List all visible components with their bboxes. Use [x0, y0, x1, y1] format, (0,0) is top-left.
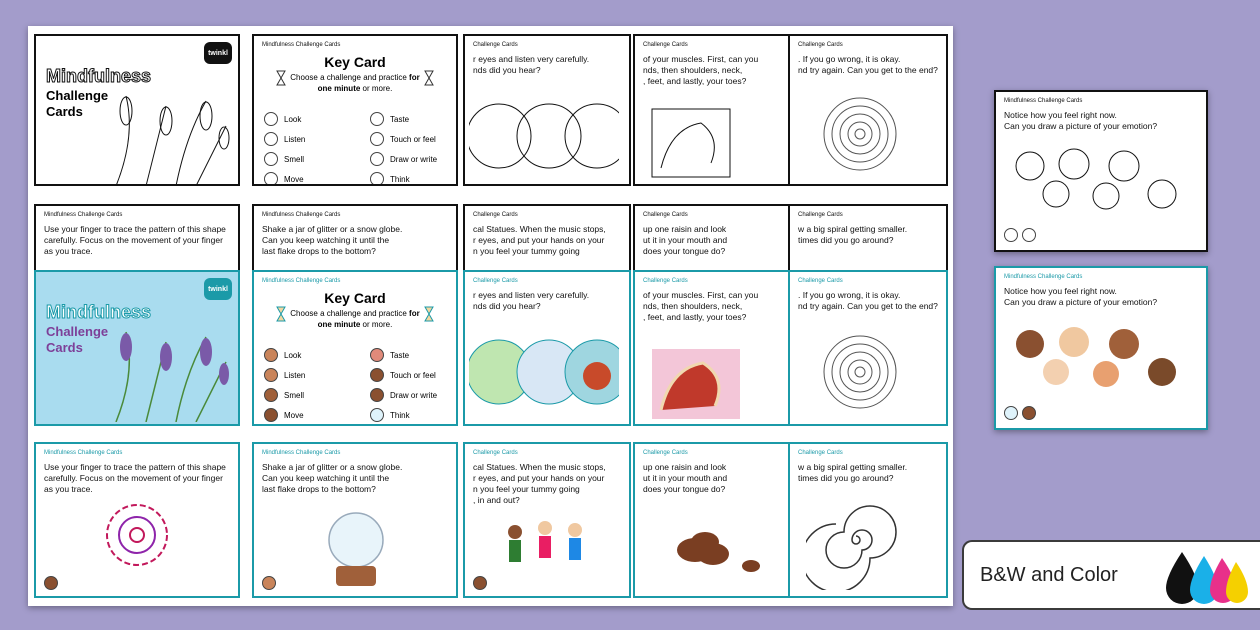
- listen-card-bw: Challenge Cards r eyes and listen very carefully. nds did you hear?: [463, 34, 631, 186]
- cover-card-bw: [34, 34, 240, 186]
- thought-icon: [370, 408, 384, 422]
- key-card-color: Mindfulness Challenge Cards Key Card Choose a challenge and practice for one minute or more. Look Listen Smell Move Taste Touch or feel Draw or write Think: [252, 270, 458, 426]
- trace-card-color: Mindfulness Challenge Cards Use your finger to trace the pattern of this shape carefully. Focus on the movement of your finger as you trace.: [34, 442, 240, 598]
- eye-icon: [264, 112, 278, 126]
- raisin-card-color: Challenge Cards up one raisin and look ut it in your mouth and does your tongue do?: [633, 442, 795, 598]
- spiral-card-bw: Challenge Cards w a big spiral getting smaller. times did you go around?: [788, 204, 948, 284]
- nose-icon: [264, 388, 278, 402]
- cover-card-color: Mindfulness Challenge Cards twinkl: [34, 270, 240, 426]
- statues-card-bw: Challenge Cards cal Statues. When the music stops, r eyes, and put your hands on your n you feel your tummy going: [463, 204, 631, 284]
- eye-icon: [264, 348, 278, 362]
- hourglass-icon: [424, 70, 434, 86]
- key-item: Look: [264, 112, 301, 126]
- key-item: Touch or feel: [370, 132, 436, 146]
- cover-subtitle-2: Cards: [46, 104, 83, 119]
- arm-drawing: [651, 348, 741, 420]
- mouth-icon: [370, 348, 384, 362]
- eye-icon: [262, 576, 276, 590]
- label-text: B&W and Color: [980, 564, 1118, 586]
- nose-icon: [264, 152, 278, 166]
- pencil-icon: [1022, 228, 1036, 242]
- worksheet-preview: [28, 26, 953, 606]
- hourglass-icon: [276, 70, 286, 86]
- faces-drawing: [1006, 314, 1196, 394]
- emotion-card-color: Mindfulness Challenge Cards Notice how you feel right now. Can you draw a picture of your emotion?: [994, 266, 1208, 430]
- muscles-card-color: Challenge Cards of your muscles. First, can you nds, then shoulders, neck, , feet, and lastly, your toes?: [633, 270, 795, 426]
- maze-drawing: [820, 94, 900, 174]
- lavender-drawing: [96, 76, 236, 186]
- snow-globe-drawing: [326, 510, 386, 592]
- cover-title: Mindfulness: [46, 66, 152, 86]
- ear-icon: [264, 368, 278, 382]
- lavender-drawing: [96, 312, 236, 422]
- thought-icon: [1004, 406, 1018, 420]
- key-card-title: Key Card: [324, 54, 386, 70]
- children-dancing-drawing: [495, 516, 605, 588]
- twinkl-logo: twinkl: [204, 278, 232, 300]
- listen-drawing: [469, 88, 619, 178]
- person-icon: [264, 172, 278, 186]
- thought-icon: [1004, 228, 1018, 242]
- key-card-bw: [252, 34, 458, 186]
- maze-drawing: [820, 332, 900, 412]
- hourglass-icon: [276, 306, 286, 322]
- muscles-card-bw: Challenge Cards of your muscles. First, can you nds, then shoulders, neck, , feet, and lastly, your toes?: [633, 34, 795, 186]
- arm-drawing: [651, 108, 731, 178]
- cover-subtitle: Challenge: [46, 88, 109, 103]
- key-item: Listen: [264, 132, 305, 146]
- spiral-drawing: [806, 490, 906, 590]
- raisin-card-bw: Challenge Cards up one raisin and look ut it in your mouth and does your tongue do?: [633, 204, 795, 284]
- bw-color-label: [962, 540, 1260, 610]
- key-item: Draw or write: [370, 152, 437, 166]
- glitter-card-bw: Mindfulness Challenge Cards Shake a jar of glitter or a snow globe. Can you keep watching it until the last flake drops to the bottom?: [252, 204, 458, 284]
- mouth-icon: [370, 112, 384, 126]
- glitter-card-color: Mindfulness Challenge Cards Shake a jar of glitter or a snow globe. Can you keep watching it until the last flake drops to the bottom?: [252, 442, 458, 598]
- thought-icon: [370, 172, 384, 186]
- trace-card-bw: Mindfulness Challenge Cards Use your finger to trace the pattern of this shape carefully. Focus on the movement of your finger as you trace.: [34, 204, 240, 284]
- key-card-subtitle: Choose a challenge and practice for one minute or more.: [290, 73, 420, 93]
- person-icon: [264, 408, 278, 422]
- spiral-card-color: Challenge Cards w a big spiral getting smaller. times did you go around?: [788, 442, 948, 598]
- pencil-icon: [370, 152, 384, 166]
- hand-icon: [44, 576, 58, 590]
- key-item: Taste: [370, 112, 409, 126]
- hand-icon: [370, 132, 384, 146]
- pencil-icon: [370, 388, 384, 402]
- hand-icon: [370, 368, 384, 382]
- twinkl-logo: twinkl: [204, 42, 232, 64]
- listen-drawing: [469, 324, 619, 414]
- ear-icon: [264, 132, 278, 146]
- person-icon: [473, 576, 487, 590]
- listen-card-color: Challenge Cards r eyes and listen very carefully. nds did you hear?: [463, 270, 631, 426]
- flower-pattern-drawing: [102, 500, 172, 570]
- key-item: Move: [264, 172, 304, 186]
- ink-drops-icon: [1152, 546, 1252, 608]
- maze-card-bw: Challenge Cards . If you go wrong, it is okay. nd try again. Can you get to the end?: [788, 34, 948, 186]
- pencil-icon: [1022, 406, 1036, 420]
- card-header: Mindfulness Challenge Cards: [262, 42, 341, 48]
- maze-card-color: Challenge Cards . If you go wrong, it is okay. nd try again. Can you get to the end?: [788, 270, 948, 426]
- key-item: Smell: [264, 152, 304, 166]
- card-text: r eyes and listen very carefully. nds did you hear?: [473, 54, 590, 75]
- faces-drawing: [1006, 136, 1196, 216]
- statues-card-color: Challenge Cards cal Statues. When the music stops, r eyes, and put your hands on your n you feel your tummy going , in and out?: [463, 442, 631, 598]
- key-item: Think: [370, 172, 410, 186]
- emotion-card-bw: Mindfulness Challenge Cards Notice how you feel right now. Can you draw a picture of your emotion?: [994, 90, 1208, 252]
- raisins-drawing: [665, 520, 765, 580]
- hourglass-icon: [424, 306, 434, 322]
